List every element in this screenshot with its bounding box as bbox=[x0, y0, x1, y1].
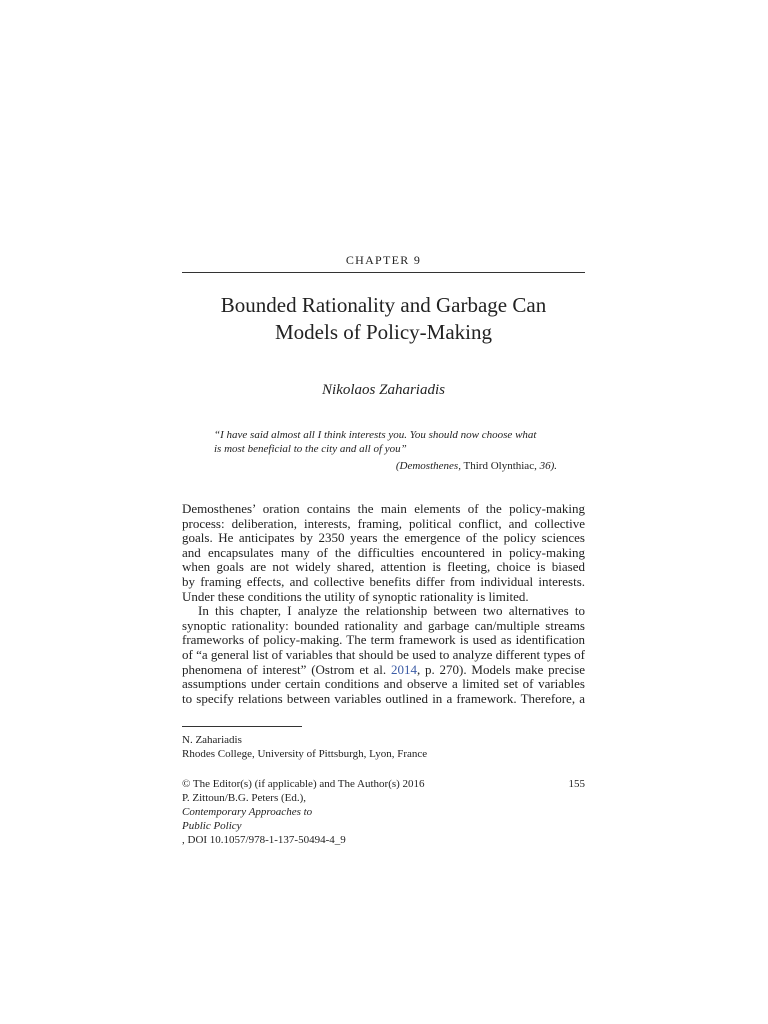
affiliation-institution: Rhodes College, University of Pittsburgh, Lyon, France bbox=[182, 748, 428, 760]
body-text bbox=[182, 502, 585, 706]
copyright-line-2 bbox=[182, 791, 542, 819]
copyright-notice bbox=[182, 777, 542, 847]
page-number: 155 bbox=[568, 778, 585, 790]
epigraph-citation bbox=[214, 459, 557, 473]
chapter-label: CHAPTER 9 bbox=[345, 253, 422, 267]
book-title-part-2: Public Policy bbox=[182, 820, 242, 832]
body-line: and encapsulates many of the difficulties encountered in policy-making bbox=[182, 544, 585, 560]
author-name: Nikolaos Zahariadis bbox=[322, 382, 445, 398]
body-line: by framing effects, and collective benefits differ from individual interests. bbox=[182, 573, 585, 589]
body-line: to specify relations between variables outlined in a framework. Therefore, a bbox=[182, 690, 585, 706]
citation-section: 36). bbox=[536, 460, 557, 472]
chapter-title bbox=[182, 292, 585, 346]
footnote-divider bbox=[182, 726, 302, 727]
body-line: goals. He anticipates by 2350 years the emergence of the policy sciences bbox=[182, 530, 585, 546]
body-line: when goals are not widely shared, attention is fleeting, choice is biased bbox=[182, 559, 585, 575]
citation-work: Third Olynthiac, bbox=[460, 460, 537, 472]
body-line: synoptic rationality: bounded rationality and garbage can/multiple streams bbox=[182, 617, 585, 633]
doi: , DOI 10.1057/978-1-137-50494-4_9 bbox=[182, 834, 346, 846]
citation-text: , p. 270). Models make precise bbox=[416, 661, 585, 677]
copyright-line-1: © The Editor(s) (if applicable) and The Author(s) 2016 bbox=[182, 778, 425, 790]
epigraph-line-2: is most beneficial to the city and all of you” bbox=[214, 443, 407, 455]
document-page bbox=[182, 0, 585, 1024]
body-line: frameworks of policy-making. The term framework is used as identification bbox=[182, 632, 585, 648]
body-line: Under these conditions the utility of synoptic rationality is limited. bbox=[182, 588, 529, 604]
editors: P. Zittoun/B.G. Peters (Ed.), bbox=[182, 792, 307, 804]
body-line: Demosthenes’ oration contains the main elements of the policy-making bbox=[182, 501, 585, 516]
epigraph-line-1: “I have said almost all I think interests you. You should now choose what bbox=[214, 429, 537, 441]
epigraph bbox=[214, 428, 557, 473]
reference-link[interactable]: 2014 bbox=[390, 661, 417, 677]
title-line-2: Models of Policy-Making bbox=[275, 320, 492, 344]
chapter-divider bbox=[182, 272, 585, 273]
citation-author: (Demosthenes, bbox=[395, 460, 461, 472]
body-line: process: deliberation, interests, framing, political conflict, and collective bbox=[182, 515, 585, 531]
body-line: assumptions under certain conditions and observe a limited set of variables bbox=[182, 676, 585, 692]
body-line: of “a general list of variables that should be used to analyze different types of bbox=[182, 646, 585, 662]
affiliation-name: N. Zahariadis bbox=[182, 734, 242, 746]
body-line: In this chapter, I analyze the relationship between two alternatives to bbox=[198, 603, 585, 619]
book-title-part-1: Contemporary Approaches to bbox=[182, 806, 313, 818]
copyright-line-3 bbox=[182, 819, 542, 847]
citation-text: phenomena of interest” (Ostrom et al. bbox=[182, 661, 391, 677]
body-line-with-citation bbox=[182, 663, 585, 678]
title-line-1: Bounded Rationality and Garbage Can bbox=[220, 293, 547, 317]
author-affiliation bbox=[182, 733, 585, 761]
